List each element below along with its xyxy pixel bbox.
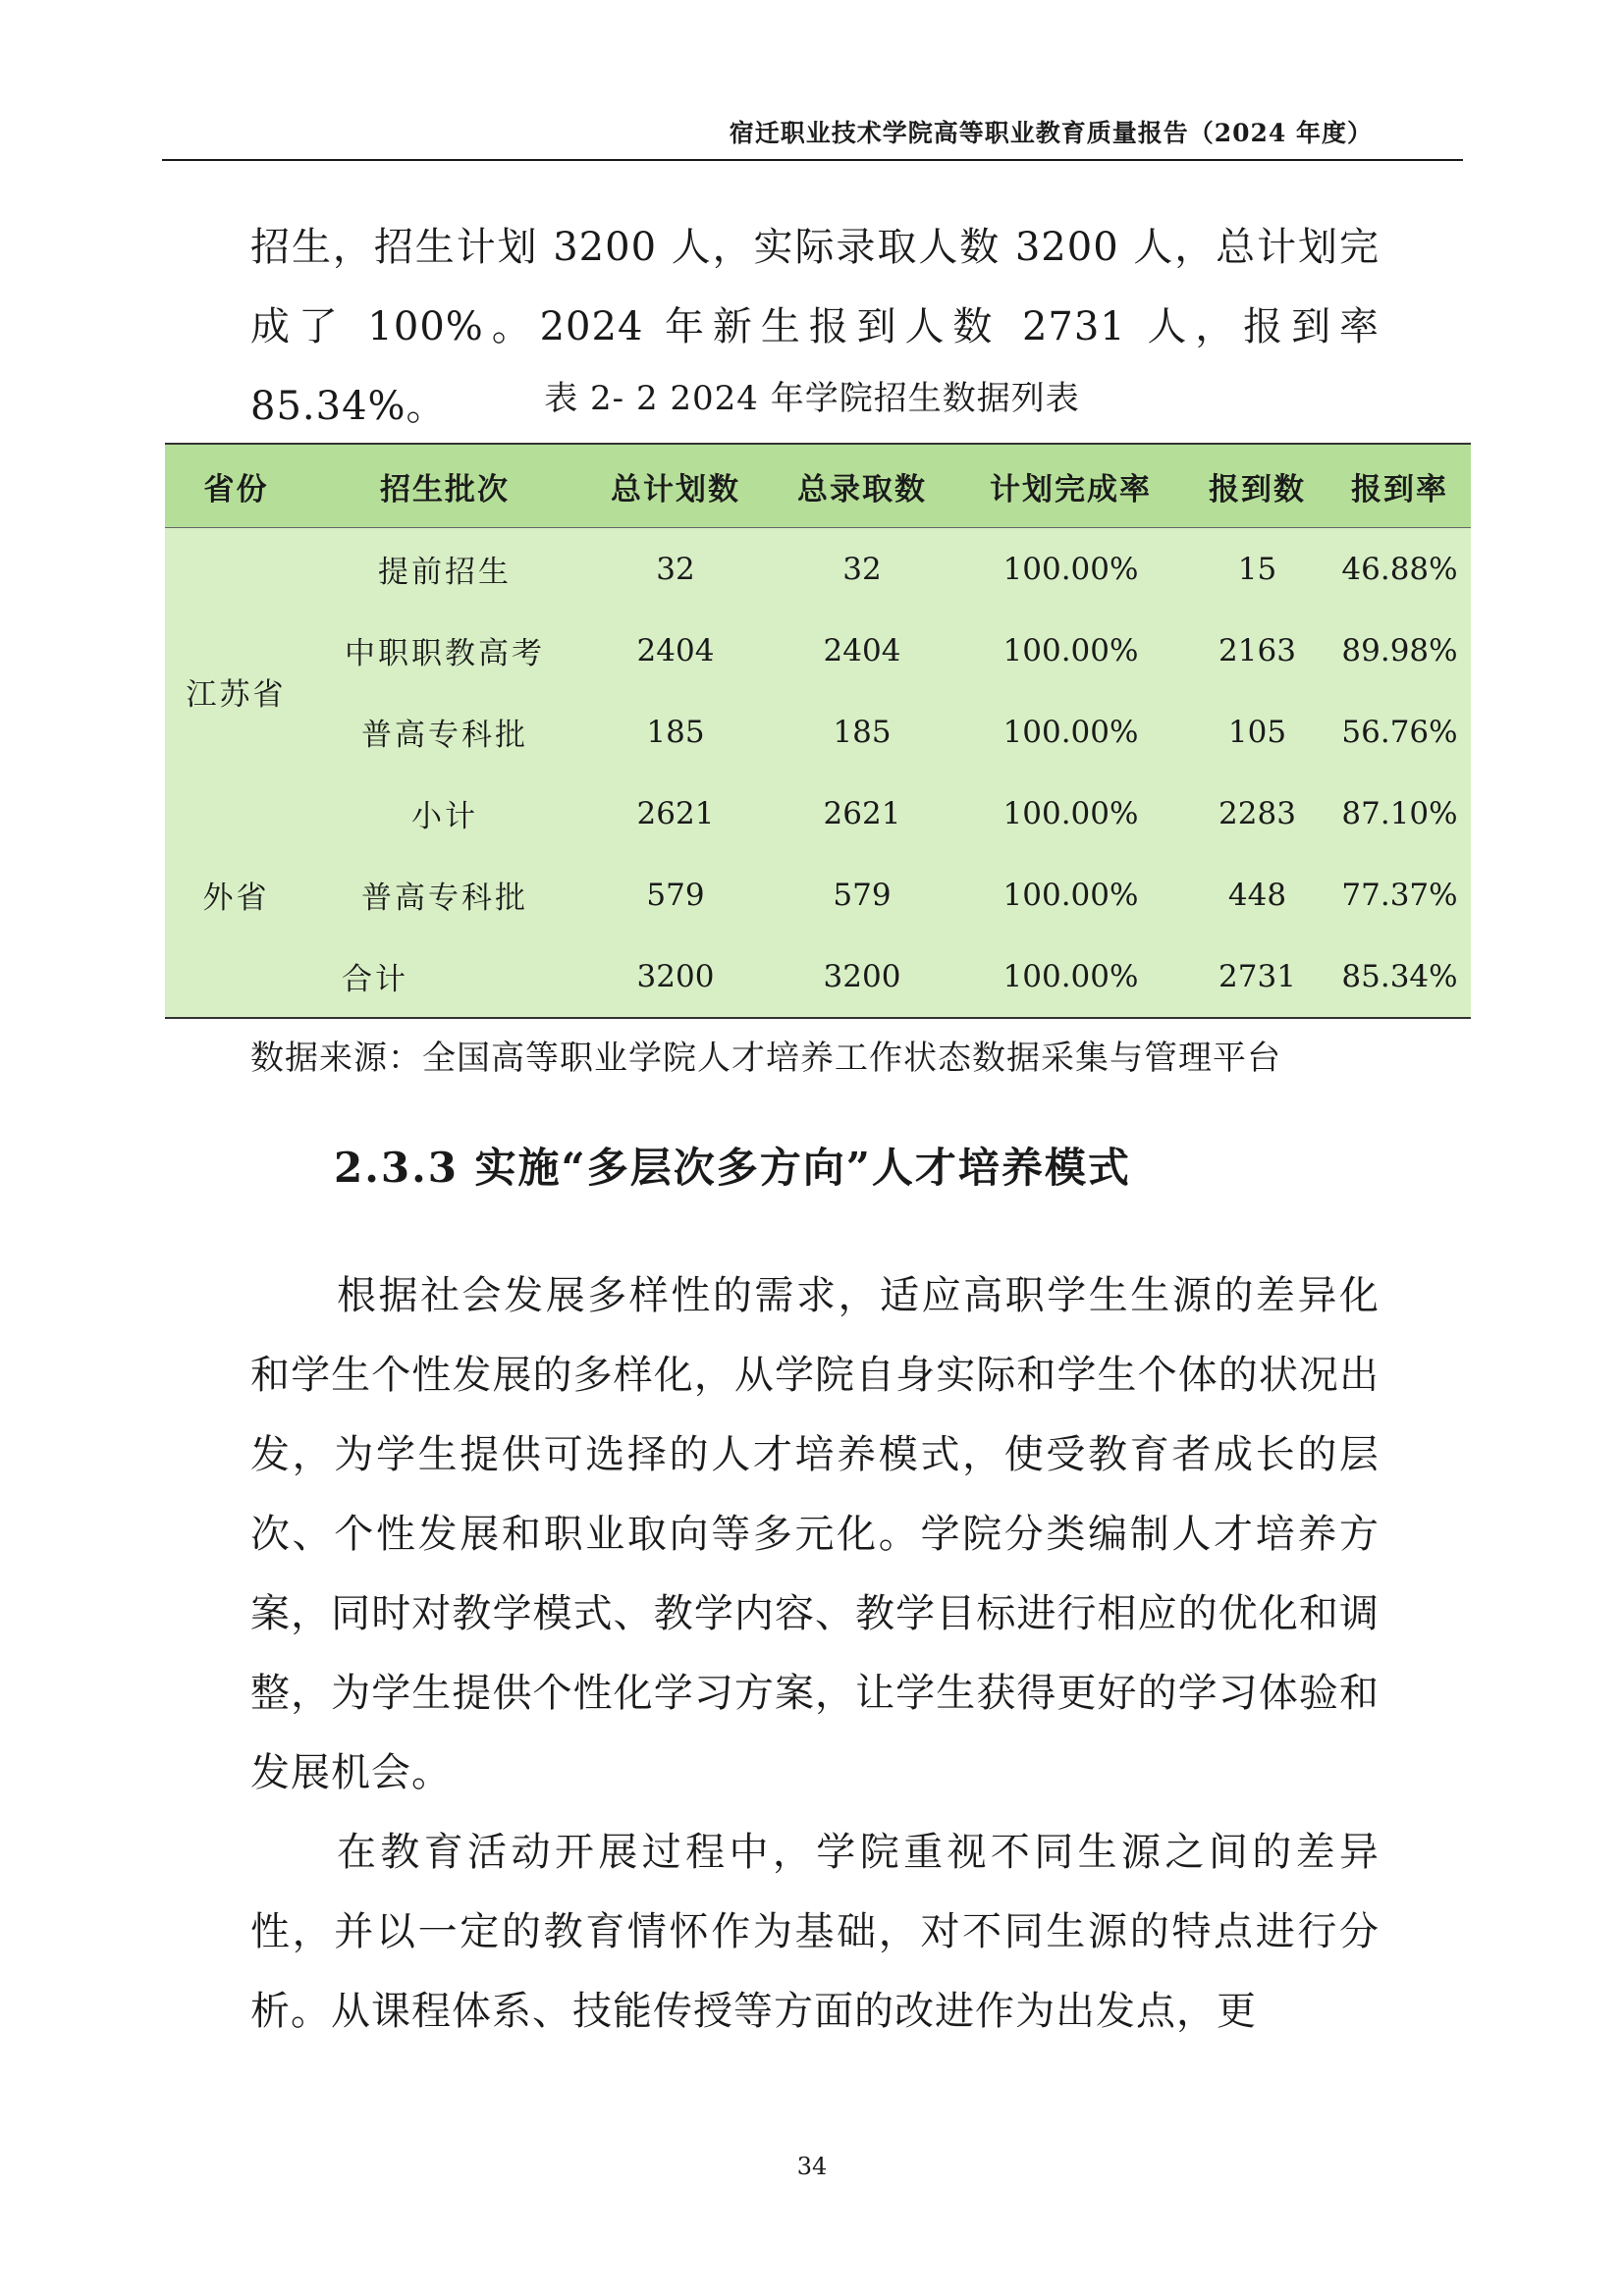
header-rule xyxy=(162,159,1463,161)
reported-cell: 2731 xyxy=(1186,935,1328,1018)
table-row xyxy=(165,610,1471,691)
completion-cell: 100.00% xyxy=(1002,632,1139,668)
rate-cell: 89.98% xyxy=(1341,632,1458,668)
admitted-cell: 185 xyxy=(833,714,892,750)
completion-cell: 100.00% xyxy=(1002,877,1139,913)
section-heading: 2.3.3 实施“多层次多方向”人才培养模式 xyxy=(334,1144,1131,1192)
province-cell-other: 外省 xyxy=(202,881,270,916)
batch-cell-total: 合计 xyxy=(165,935,582,1018)
intro-paragraph: 招生，招生计划 3200 人，实际录取人数 3200 人，总计划完成了 100%。2024 年新生报到人数 2731 人，报到率 85.34%。 xyxy=(250,225,1380,429)
reported-cell: 448 xyxy=(1227,877,1287,913)
reported-cell: 2163 xyxy=(1218,632,1296,668)
province-cell-jiangsu: 江苏省 xyxy=(186,676,287,713)
plan-cell: 3200 xyxy=(582,935,769,1018)
table-row xyxy=(165,773,1471,854)
batch-cell: 普高专科批 xyxy=(361,718,528,753)
table-header-row xyxy=(165,444,1471,528)
table-row xyxy=(165,691,1471,773)
header-plan: 总计划数 xyxy=(582,444,769,528)
plan-cell: 579 xyxy=(646,877,705,913)
table-caption: 表 2- 2 2024 年学院招生数据列表 xyxy=(544,379,1080,418)
header-reported: 报到数 xyxy=(1186,444,1328,528)
admitted-cell: 32 xyxy=(842,551,882,587)
plan-cell: 2621 xyxy=(636,795,715,831)
header-batch: 招生批次 xyxy=(307,444,582,528)
batch-cell: 中职职教高考 xyxy=(345,636,545,671)
completion-cell: 100.00% xyxy=(1002,795,1139,831)
header-completion: 计划完成率 xyxy=(955,444,1186,528)
batch-cell: 提前招生 xyxy=(378,555,512,590)
header-rate: 报到率 xyxy=(1328,444,1471,528)
table-row xyxy=(165,528,1471,611)
reported-cell: 105 xyxy=(1227,714,1287,750)
header-admitted: 总录取数 xyxy=(769,444,955,528)
report-header: 宿迁职业技术学院高等职业教育质量报告（2024 年度） xyxy=(729,119,1373,147)
page-number: 34 xyxy=(796,2153,828,2180)
rate-cell: 46.88% xyxy=(1341,551,1458,587)
batch-cell: 普高专科批 xyxy=(361,881,528,916)
plan-cell: 32 xyxy=(656,551,695,587)
batch-cell-subtotal: 小计 xyxy=(411,799,478,834)
header-province: 省份 xyxy=(165,444,307,528)
completion-cell: 100.00% xyxy=(1002,551,1139,587)
enrollment-table xyxy=(165,443,1471,1019)
body-paragraph: 在教育活动开展过程中，学院重视不同生源之间的差异性，并以一定的教育情怀作为基础，对不同生源的特点进行分析。从课程体系、技能传授等方面的改进作为出发点，更 xyxy=(250,1830,1380,2034)
rate-cell: 87.10% xyxy=(1341,795,1458,831)
plan-cell: 185 xyxy=(646,714,705,750)
table-row xyxy=(165,854,1471,935)
body-paragraph: 根据社会发展多样性的需求，适应高职学生生源的差异化和学生个性发展的多样化，从学院自身实际和学生个体的状况出发，为学生提供可选择的人才培养模式，使受教育者成长的层次、个性发展和职业取向等多元化。学院分类编制人才培养方案，同时对教学模式、教学内容、教学目标进行相应的优化和调整，为学生提供个性化学习方案，让学生获得更好的学习体验和发展机会。 xyxy=(250,1273,1380,1795)
data-source-note: 数据来源：全国高等职业学院人才培养工作状态数据采集与管理平台 xyxy=(250,1039,1281,1078)
admitted-cell: 2404 xyxy=(823,632,901,668)
table-row-total xyxy=(165,935,1471,1018)
completion-cell: 100.00% xyxy=(955,935,1186,1018)
reported-cell: 15 xyxy=(1237,551,1277,587)
plan-cell: 2404 xyxy=(636,632,715,668)
rate-cell: 85.34% xyxy=(1328,935,1471,1018)
completion-cell: 100.00% xyxy=(1002,714,1139,750)
rate-cell: 56.76% xyxy=(1341,714,1458,750)
admitted-cell: 579 xyxy=(833,877,892,913)
admitted-cell: 3200 xyxy=(769,935,955,1018)
admitted-cell: 2621 xyxy=(823,795,901,831)
reported-cell: 2283 xyxy=(1218,795,1296,831)
rate-cell: 77.37% xyxy=(1341,877,1458,913)
